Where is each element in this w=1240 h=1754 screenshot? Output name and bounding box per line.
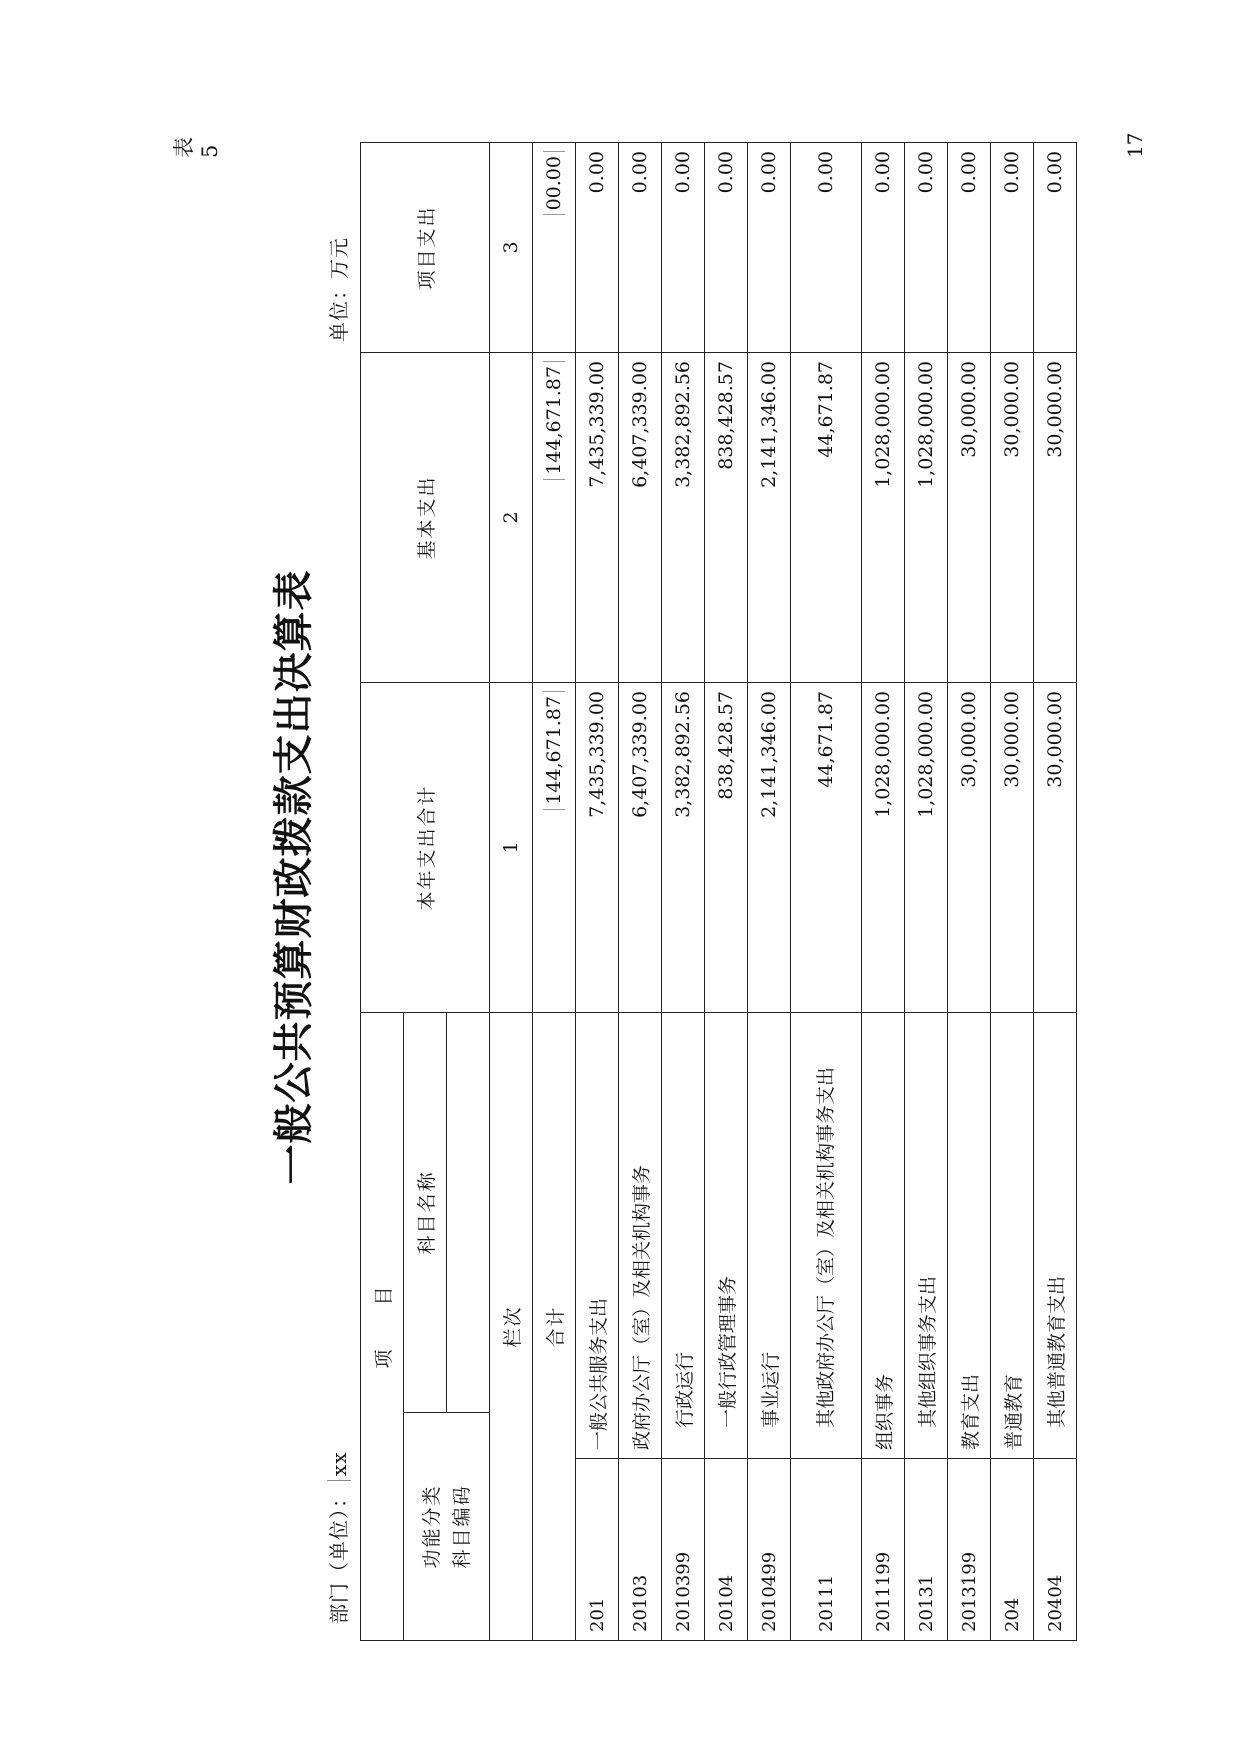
header-row-project — [361, 143, 404, 1641]
row-name: 行政运行 — [662, 1013, 705, 1459]
header-project: 项 目 — [361, 1013, 404, 1641]
total-col3-value: 00.00 — [543, 151, 565, 215]
row-code: 20111 — [791, 1459, 862, 1641]
col3-index: 3 — [490, 143, 533, 353]
header-name: 科目名称 — [404, 1013, 447, 1413]
header-code-line1: 功能分类 — [420, 1484, 443, 1569]
table-row — [576, 143, 619, 1641]
col1-index: 1 — [490, 683, 533, 1013]
row-total: 44,671.87 — [791, 683, 862, 1013]
row-basic: 30,000.00 — [948, 353, 991, 683]
row-project: 0.00 — [705, 143, 748, 353]
row-code: 20404 — [1034, 1459, 1077, 1641]
page-title: 一般公共预算财政拨款支出决算表 — [271, 569, 317, 1185]
row-project: 0.00 — [576, 143, 619, 353]
row-code: 20104 — [705, 1459, 748, 1641]
row-code: 2011199 — [862, 1459, 905, 1641]
table-row — [905, 143, 948, 1641]
row-code: 2010399 — [662, 1459, 705, 1641]
header-col1: 本年支出合计 — [361, 683, 490, 1013]
row-basic: 44,671.87 — [791, 353, 862, 683]
row-project: 0.00 — [748, 143, 791, 353]
total-col2-value: 144,671.87 — [543, 361, 565, 480]
row-project: 0.00 — [862, 143, 905, 353]
row-total: 2,141,346.00 — [748, 683, 791, 1013]
header-col3: 项目支出 — [361, 143, 490, 353]
row-name: 普通教育 — [991, 1013, 1034, 1459]
row-project: 0.00 — [619, 143, 662, 353]
total-label: 合计 — [533, 1013, 576, 1641]
unit-label: 单位：万元 — [327, 237, 351, 342]
row-name: 其他组织事务支出 — [905, 1013, 948, 1459]
row-basic: 30,000.00 — [991, 353, 1034, 683]
total-row — [533, 143, 576, 1641]
row-total: 838,428.57 — [705, 683, 748, 1013]
table-row — [991, 143, 1034, 1641]
row-code: 20131 — [905, 1459, 948, 1641]
table-row — [705, 143, 748, 1641]
table-row — [1034, 143, 1077, 1641]
rotated-landscape-sheet: 表 5 一般公共预算财政拨款支出决算表 部门（单位）：xx 单位：万元 项 目 本年支出合计 基本支出 项目支出 功能分类 科目编码 科目名称 栏次 1 2 3 合计 144,671.87 144,671.87 00.00 201 一般公共服务支出 7,435,339.00 7,435,339.00 0.00 20103 政府办公厅（室）及相关机构事务 6,407,339.00 6,407,339.00 0.00 2010399 行政运行 3,382,892.56 3,382,892.56 0.00 20104 一般行政管理事务 838,428.57 838,428.57 0.00 2010499 事业运行 2,141,346.00 2,141,346.00 0.00 20111 其他政府办公厅（室）及相关机构事务支出 44,671.87 44,671.87 0.00 2011199 组织事务 1,028,000.00 1,028,000.00 0.00 20131 其他组织事务支出 1,028,000.00 1,028,000.00 0.00 2013199 教育支出 30,000.00 30,000.00 0.00 204 普通教育 30,000.00 30,000.00 0.00 20404 其他普通教育支出 30,000.00 30,000.00 0.00 17 — [0, 0, 1240, 1754]
row-total: 30,000.00 — [1034, 683, 1077, 1013]
row-total: 6,407,339.00 — [619, 683, 662, 1013]
row-name: 政府办公厅（室）及相关机构事务 — [619, 1013, 662, 1459]
total-col1 — [533, 683, 576, 1013]
table-row — [862, 143, 905, 1641]
department-line — [323, 1451, 352, 1624]
table-row — [948, 143, 991, 1641]
department-label: 部门（单位）： — [327, 1487, 351, 1624]
row-total: 1,028,000.00 — [862, 683, 905, 1013]
header-col2: 基本支出 — [361, 353, 490, 683]
row-project: 0.00 — [662, 143, 705, 353]
department-value: xx — [327, 1451, 351, 1481]
column-index-row — [490, 143, 533, 1641]
row-basic: 1,028,000.00 — [905, 353, 948, 683]
page-number: 17 — [1123, 132, 1147, 158]
col2-index: 2 — [490, 353, 533, 683]
row-name: 其他普通教育支出 — [1034, 1013, 1077, 1459]
total-col1-value: 144,671.87 — [543, 691, 565, 810]
header-name-spacer — [447, 1013, 490, 1413]
row-total: 30,000.00 — [991, 683, 1034, 1013]
row-basic: 3,382,892.56 — [662, 353, 705, 683]
expenditure-table — [360, 142, 1077, 1641]
row-basic: 30,000.00 — [1034, 353, 1077, 683]
row-total: 30,000.00 — [948, 683, 991, 1013]
row-total: 7,435,339.00 — [576, 683, 619, 1013]
row-code: 2013199 — [948, 1459, 991, 1641]
row-basic: 838,428.57 — [705, 353, 748, 683]
row-total: 3,382,892.56 — [662, 683, 705, 1013]
total-col2 — [533, 353, 576, 683]
total-col3 — [533, 143, 576, 353]
row-code: 2010499 — [748, 1459, 791, 1641]
row-code: 204 — [991, 1459, 1034, 1641]
row-project: 0.00 — [991, 143, 1034, 353]
header-code-line2: 科目编码 — [450, 1484, 473, 1569]
table-row — [619, 143, 662, 1641]
row-basic: 6,407,339.00 — [619, 353, 662, 683]
row-project: 0.00 — [791, 143, 862, 353]
row-basic: 2,141,346.00 — [748, 353, 791, 683]
row-code: 20103 — [619, 1459, 662, 1641]
header-code — [404, 1413, 490, 1641]
row-name: 教育支出 — [948, 1013, 991, 1459]
table-row — [662, 143, 705, 1641]
row-project: 0.00 — [948, 143, 991, 353]
row-project: 0.00 — [1034, 143, 1077, 353]
row-name: 事业运行 — [748, 1013, 791, 1459]
row-basic: 1,028,000.00 — [862, 353, 905, 683]
row-name: 一般公共服务支出 — [576, 1013, 619, 1459]
row-code: 201 — [576, 1459, 619, 1641]
row-total: 1,028,000.00 — [905, 683, 948, 1013]
table-row — [791, 143, 862, 1641]
column-index-label: 栏次 — [490, 1013, 533, 1641]
row-name: 一般行政管理事务 — [705, 1013, 748, 1459]
row-project: 0.00 — [905, 143, 948, 353]
row-name: 其他政府办公厅（室）及相关机构事务支出 — [791, 1013, 862, 1459]
row-basic: 7,435,339.00 — [576, 353, 619, 683]
table-row — [748, 143, 791, 1641]
row-name: 组织事务 — [862, 1013, 905, 1459]
